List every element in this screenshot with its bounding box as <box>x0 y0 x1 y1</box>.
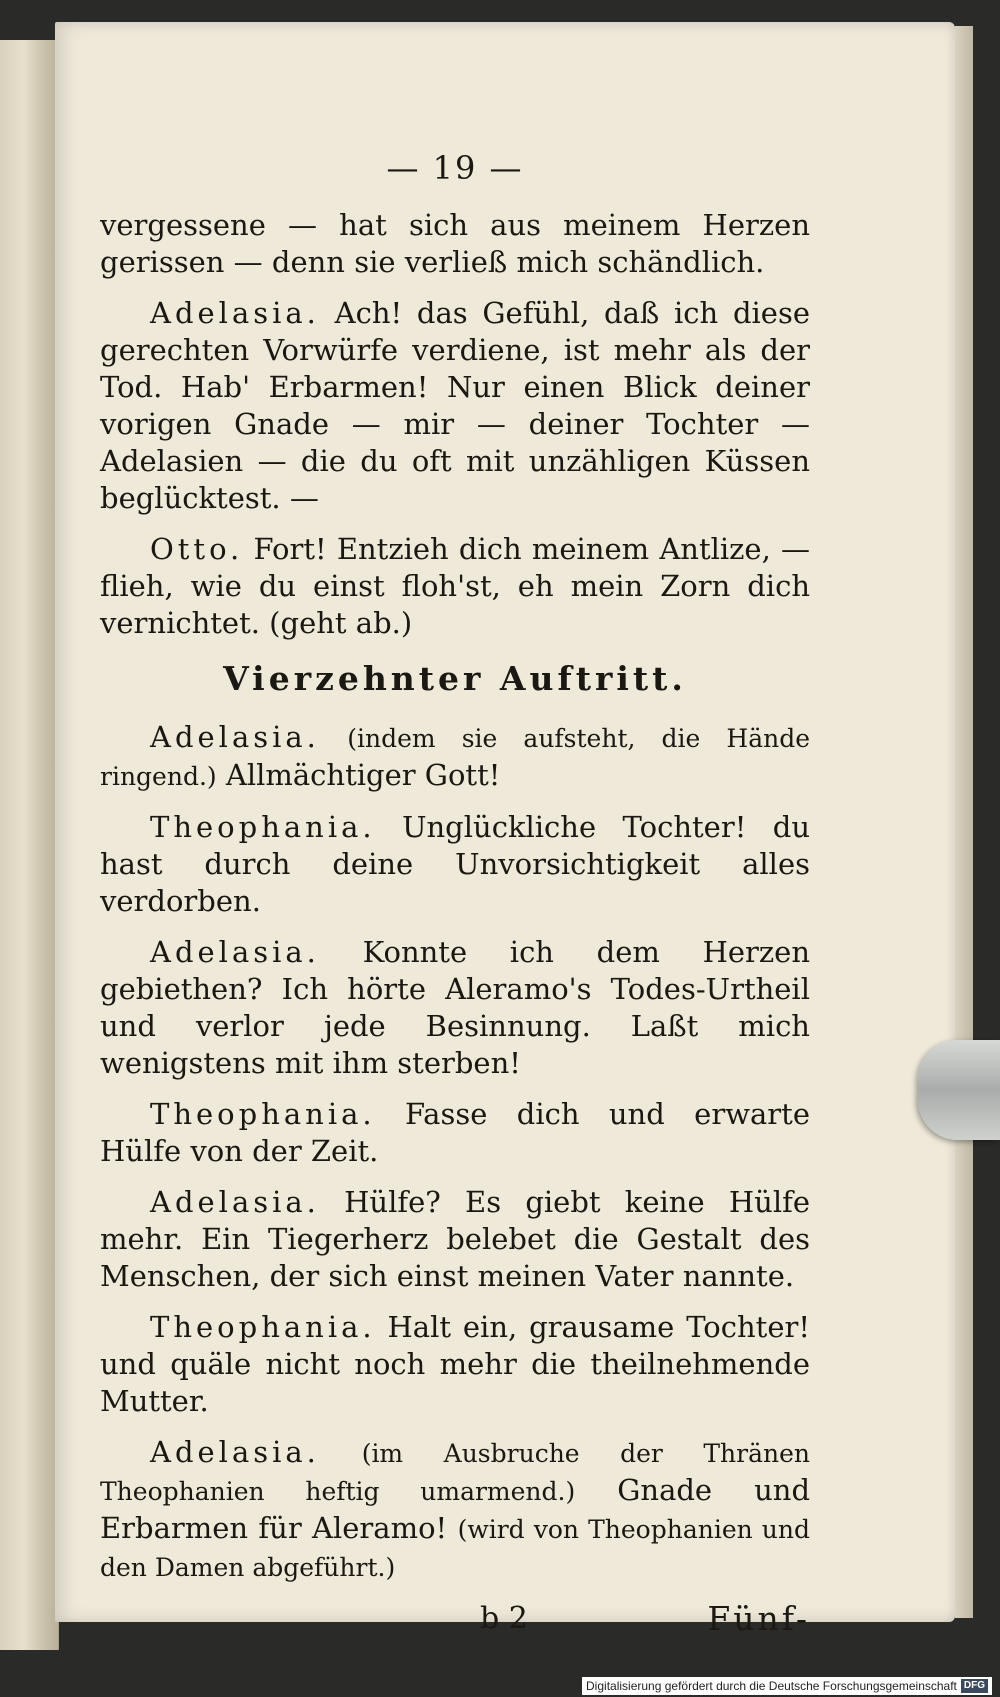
stage-direction-exit: (wird von Theophanien und den Damen abgeführt.) <box>100 1515 810 1582</box>
page-edge <box>955 26 973 1618</box>
speech-adelasia-2 <box>100 719 810 795</box>
speech-adelasia-5 <box>100 1434 810 1586</box>
stage-direction: (indem sie aufsteht, die Hände ringend.) <box>100 724 811 791</box>
speaker-name: Theophania. <box>150 810 376 844</box>
stage-direction: (im Ausbruche der Thränen Theophanien heftig umarmend.) <box>100 1439 810 1506</box>
speaker-name: Adelasia. <box>150 1435 320 1469</box>
speech-text: Allmächtiger Gott! <box>225 758 501 792</box>
speaker-name: Theophania. <box>150 1310 376 1344</box>
speaker-name: Adelasia. <box>150 935 320 969</box>
speech-text: Konnte ich dem Herzen gebiethen? Ich hörte Aleramo's Todes-Urtheil und verlor jede Besinnung. Laßt mich wenigstens mit ihm sterben! <box>100 935 810 1080</box>
speech-text: Fort! Entzieh dich meinem Antlize, — flieh, wie du einst floh'st, eh mein Zorn dich vernichtet. (geht ab.) <box>100 532 811 640</box>
page-number: — 19 — <box>386 149 524 187</box>
page-footer <box>100 1600 810 1644</box>
speaker-name: Theophania. <box>150 1097 376 1131</box>
page-clip <box>918 1040 1000 1140</box>
speech-text: Fasse dich und erwarte Hülfe von der Zeit. <box>100 1097 810 1168</box>
speech-theophania-1 <box>100 809 810 920</box>
speaker-name: Adelasia. <box>150 296 320 330</box>
speech-text: Hülfe? Es giebt keine Hülfe mehr. Ein Tiegerherz belebet die Gestalt des Menschen, der sich einst meinen Vater nannte. <box>100 1185 810 1293</box>
speech-text: Halt ein, grausame Tochter! und quäle nicht noch mehr die theilnehmende Mutter. <box>100 1310 810 1418</box>
speech-text: Unglückliche Tochter! du hast durch deine Unvorsichtigkeit alles verdorben. <box>100 810 811 918</box>
speech-text: Gnade und Erbarmen für Aleramo! <box>100 1473 811 1545</box>
signature-mark: b 2 <box>480 1601 528 1636</box>
speech-theophania-2 <box>100 1096 810 1170</box>
speech-text: Ach! das Gefühl, daß ich diese gerechten Vorwürfe verdiene, ist mehr als der Tod. Hab' Erbarmen! Nur einen Blick deiner vorigen Gnade — mir — deiner Tochter — Adelasien — die du oft mit unzähligen Küssen beglücktest. — <box>100 296 811 515</box>
scene-heading: Vierzehnter Auftritt. <box>223 659 687 698</box>
speech-adelasia-4 <box>100 1184 810 1295</box>
speech-adelasia-1 <box>100 295 810 517</box>
page-text <box>100 150 810 1644</box>
credit-text: Digitalisierung gefördert durch die Deutsche Forschungsgemeinschaft <box>586 1679 957 1693</box>
speech-otto <box>100 531 810 642</box>
speech-theophania-3 <box>100 1309 810 1420</box>
dfg-logo-icon: DFG <box>961 1679 988 1693</box>
digitization-credit <box>582 1677 992 1695</box>
paragraph-continuation: vergessene — hat sich aus meinem Herzen gerissen — denn sie verließ mich schändlich. <box>100 208 810 279</box>
catchword: Fünf- <box>707 1599 810 1638</box>
book-left-edge <box>0 40 59 1650</box>
speaker-name: Adelasia. <box>150 1185 320 1219</box>
speaker-name: Otto. <box>150 532 244 566</box>
speaker-name: Adelasia. <box>150 720 320 754</box>
speech-adelasia-3 <box>100 934 810 1082</box>
